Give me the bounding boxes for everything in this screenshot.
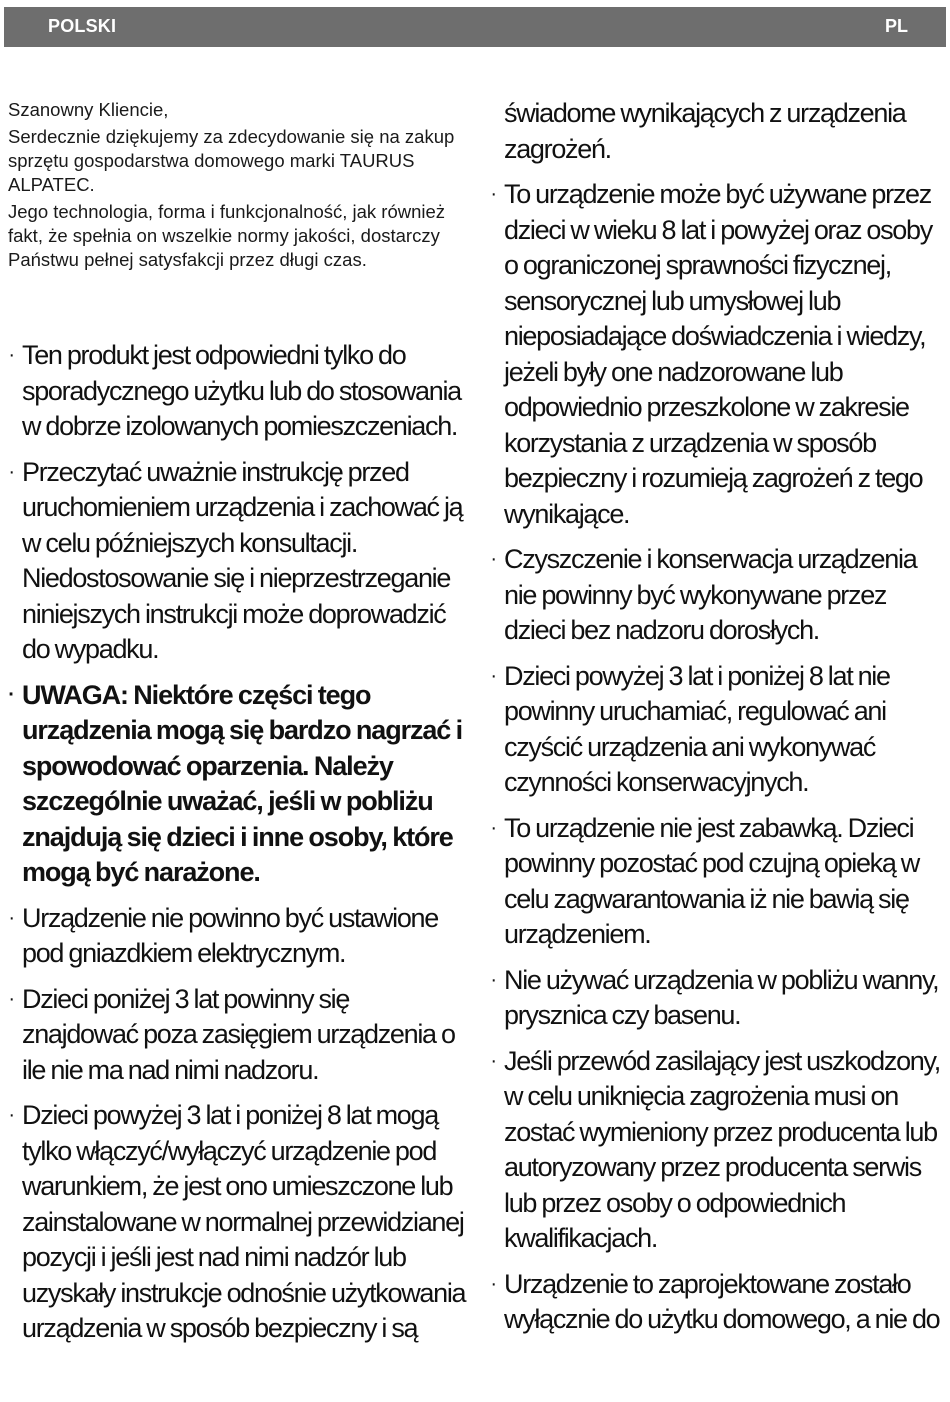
safety-item [486, 811, 944, 953]
right-column [486, 96, 944, 1348]
bullet-marker: · [490, 548, 496, 570]
safety-item [486, 659, 944, 801]
safety-item-text: Dzieci poniżej 3 lat powinny się znajdować poza zasięgiem urządzenia o ile nie ma nad nimi nadzoru. [22, 983, 455, 1085]
bullet-marker: · [490, 968, 496, 991]
intro-section [8, 98, 470, 275]
safety-item [4, 901, 466, 972]
bullet-marker: · [8, 987, 14, 1010]
warning-item-text: UWAGA: Niektóre części tego urządzenia mogą się bardzo nagrzać i spowodować oparzenia. Należy szczególnie uważać, jeśli w pobliżu znajdują się dzieci i inne osoby, które mogą być narażone. [22, 679, 463, 887]
intro-greeting: Szanowny Kliencie, [8, 99, 169, 120]
safety-item [486, 1267, 944, 1338]
bullet-marker: · [8, 344, 14, 366]
bullet-marker: · [490, 664, 496, 687]
safety-item-text: Urządzenie to zaprojektowane zostało wyłącznie do użytku domowego, a nie do [504, 1268, 940, 1334]
bullet-marker: · [490, 816, 496, 839]
bullet-marker: · [8, 460, 14, 483]
bullet-marker: · [8, 1104, 14, 1126]
left-column [4, 338, 466, 1357]
bullet-marker: · [8, 683, 14, 706]
bullet-marker: · [490, 183, 496, 205]
safety-item [4, 982, 466, 1089]
safety-item-text: Nie używać urządzenia w pobliżu wanny, prysznica czy basenu. [504, 964, 939, 1030]
safety-item [486, 177, 944, 532]
safety-item-text: Dzieci powyżej 3 lat i poniżej 8 lat mogą tylko włączyć/wyłączyć urządzenie pod warunkiem, że jest ono umieszczone lub zainstalowane w normalnej przewidzianej pozycji i jeśli jest nad nimi nadzór lub uzyskały instrukcje odnośnie użytkowania urządzenia w sposób bezpieczny i są [22, 1100, 466, 1343]
safety-item-text: To urządzenie może być używane przez dzieci w wieku 8 lat i powyżej oraz osoby o ograniczonej sprawności fizycznej, sensorycznej lub umysłowej lub nieposiadające doświadczenia i wiedzy, jeżeli były one nadzorowane lub odpowiednio przeszkolone w zakresie korzystania z urządzenia w sposób bezpieczny i rozumieją zagrożeń z tego wynikające. [504, 179, 932, 529]
bullet-marker: · [490, 1049, 496, 1072]
safety-item-text: Ten produkt jest odpowiedni tylko do sporadycznego użytku lub do stosowania w dobrze izolowanych pomieszczeniach. [22, 340, 461, 441]
safety-item-text: Dzieci powyżej 3 lat i poniżej 8 lat nie powinny uruchamiać, regulować ani czyścić urządzenia ani wykonywać czynności konserwacyjnych. [504, 660, 890, 797]
language-label: POLSKI [48, 16, 117, 36]
safety-item [486, 963, 944, 1034]
intro-thanks: Serdecznie dziękujemy za zdecydowanie się na zakup sprzętu gospodarstwa domowego marki TAURUS ALPATEC. [8, 126, 455, 195]
language-code: PL [884, 16, 908, 36]
intro-technology: Jego technologia, forma i funkcjonalność, jak również fakt, że spełnia on wszelkie normy jakości, dostarczy Państwu pełnej satysfakcji przez długi czas. [8, 201, 446, 270]
bullet-marker: · [490, 1272, 496, 1295]
safety-item [4, 455, 466, 668]
warning-item [4, 678, 466, 891]
safety-item [486, 1044, 944, 1257]
safety-item-text: Czyszczenie i konserwacja urządzenia nie powinny być wykonywane przez dzieci bez nadzoru dorosłych. [504, 544, 917, 645]
safety-item-text: To urządzenie nie jest zabawką. Dzieci powinny pozostać pod czujną opieką w celu zagwarantowania iż nie bawią się urządzeniem. [504, 812, 919, 949]
safety-item [486, 542, 944, 649]
safety-item [4, 338, 466, 445]
safety-item [4, 1098, 466, 1347]
continuation-text: świadome wynikających z urządzenia zagrożeń. [504, 98, 906, 164]
safety-item-text: Przeczytać uważnie instrukcję przed uruchomieniem urządzenia i zachować ją w celu późniejszych konsultacji. Niedostosowanie się i nieprzestrzeganie niniejszych instrukcji może doprowadzić do wypadku. [22, 456, 463, 664]
safety-item-text: Jeśli przewód zasilający jest uszkodzony, w celu uniknięcia zagrożenia musi on zostać wymieniony przez producenta lub autoryzowany przez producenta serwis lub przez osoby o odpowiednich kwalifikacjach. [504, 1045, 940, 1253]
language-header-bar [4, 7, 946, 47]
bullet-marker: · [8, 906, 14, 929]
safety-item-text: Urządzenie nie powinno być ustawione pod gniazdkiem elektrycznym. [22, 902, 438, 968]
